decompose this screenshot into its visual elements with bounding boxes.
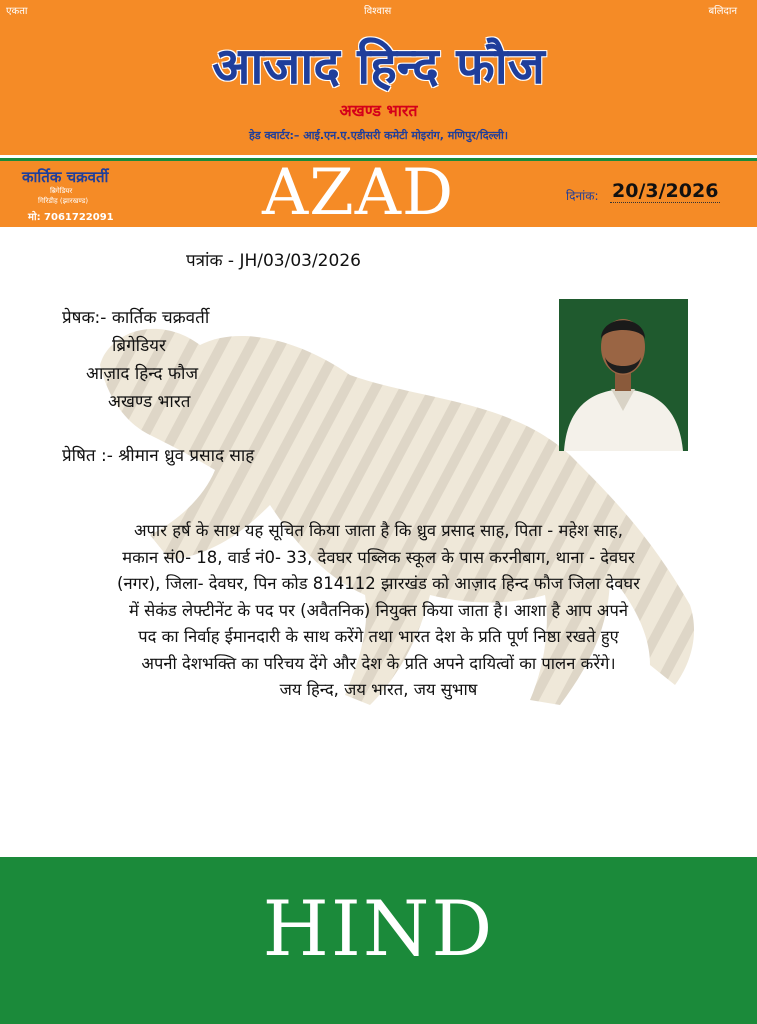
date-value: 20/3/2026 — [612, 180, 719, 202]
motto-right: बलिदान — [708, 6, 737, 17]
motto-left: एकता — [6, 6, 28, 17]
signatory-place: गिरिडीह (झारखण्ड) — [38, 197, 89, 205]
sender-organization: आज़ाद हिन्द फौज — [86, 364, 199, 384]
portrait-photo — [559, 299, 688, 451]
date-label: दिनांक: — [566, 189, 599, 203]
body-line: में सेकंड लेफ्टीनेंट के पद पर (अवैतनिक) नियुक्त किया जाता है। आशा है आप अपने — [128, 600, 629, 620]
body-line-closing: जय हिन्द, जय भारत, जय सुभाष — [279, 680, 478, 699]
signatory-name: कार्तिक चक्रवर्ती — [22, 168, 109, 186]
reference-number: पत्रांक - JH/03/03/2026 — [186, 251, 361, 271]
signatory-phone: मो: 7061722091 — [28, 212, 114, 223]
sender-block — [62, 304, 209, 416]
azad-banner-text: AZAD — [262, 156, 455, 230]
headquarters-address: हेड क्वार्टर:– आई.एन.ए.एडीसरी कमेटी मोइरांग, मणिपुर/दिल्ली। — [248, 129, 509, 142]
hind-banner-text: HIND — [262, 884, 495, 973]
signatory-rank: ब्रिगेडियर — [50, 187, 73, 195]
organization-name: आजाद हिन्द फौज — [212, 37, 545, 95]
recipient-line: प्रेषित :- श्रीमान ध्रुव प्रसाद साह — [62, 446, 255, 466]
sender-name: प्रेषक:- कार्तिक चक्रवर्ती — [62, 308, 210, 328]
person-icon — [559, 299, 688, 451]
sender-subtitle: अखण्ड भारत — [108, 392, 191, 412]
body-line: अपार हर्ष के साथ यह सूचित किया जाता है कि ध्रुव प्रसाद साह, पिता - महेश साह, — [133, 521, 624, 540]
body-line: (नगर), जिला- देवघर, पिन कोड 814112 झारखंड को आज़ाद हिन्द फौज जिला देवघर — [117, 574, 640, 593]
sender-rank: ब्रिगेडियर — [112, 336, 166, 356]
body-line: मकान सं0- 18, वार्ड नं0- 33, देवघर पब्लिक स्कूल के पास करनीबाग, थाना - देवघर — [122, 547, 635, 567]
motto-center: विश्वास — [364, 6, 392, 17]
letter-body — [10, 518, 747, 704]
organization-subtitle: अखण्ड भारत — [339, 101, 418, 120]
body-line: अपनी देशभक्ति का परिचय देंगे और देश के प्रति अपने दायित्वों का पालन करेंगे। — [141, 653, 616, 673]
body-line: पद का निर्वाह ईमानदारी के साथ करेंगे तथा भारत देश के प्रति पूर्ण निष्ठा रखते हुए — [138, 627, 619, 646]
